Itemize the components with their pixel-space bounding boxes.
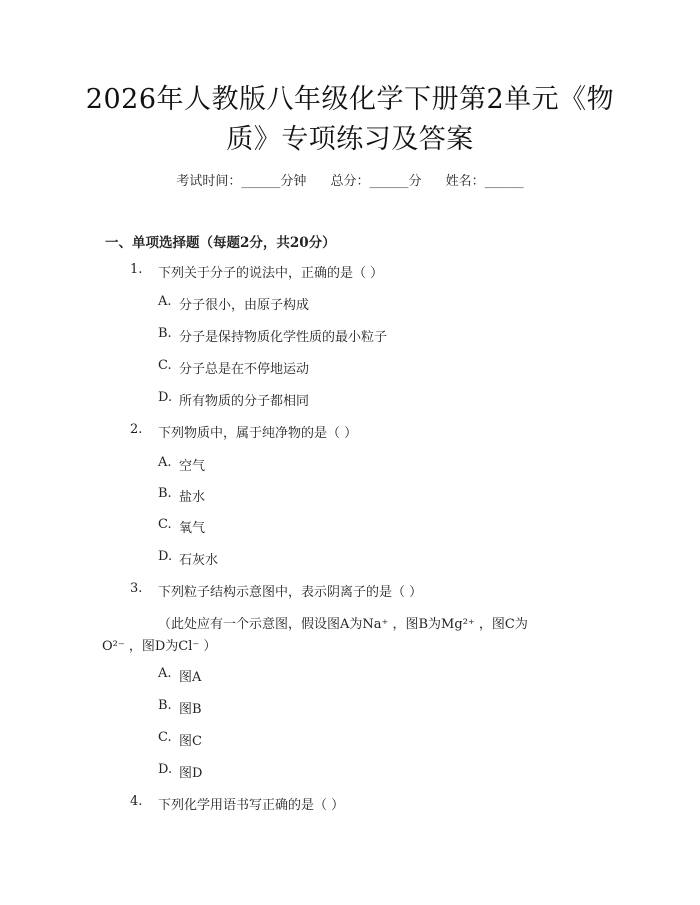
question-1-option-d [158,390,310,409]
question-number: 2. [130,422,143,437]
question-text: 下列物质中，属于纯净物的是（ ） [158,426,358,441]
question-2-option-a [158,455,206,474]
option-text: 图B [179,702,202,717]
option-letter: D. [158,762,173,777]
question-3 [130,581,423,600]
student-name: 姓名：______ [445,174,524,189]
option-letter: C. [158,358,172,373]
option-letter: D. [158,390,173,405]
exam-score: 总分：______分 [330,174,422,189]
option-text: 分子是保持物质化学性质的最小粒子 [179,330,388,345]
question-number: 1. [130,262,143,277]
section-heading: 一、单项选择题（每题2分，共20分） [105,235,336,251]
question-1 [130,262,384,281]
exam-time: 考试时间：______分钟 [176,174,307,189]
question-text: 下列粒子结构示意图中，表示阴离子的是（ ） [158,585,423,600]
question-3-option-a [158,666,202,685]
option-text: 所有物质的分子都相同 [179,394,310,409]
option-text: 图C [179,734,202,749]
question-3-note-line-1: （此处应有一个示意图，假设图A为Na⁺ ，图B为Mg²⁺ ，图C为 [158,617,528,632]
question-number: 3. [130,581,143,596]
question-3-option-b [158,698,202,717]
option-letter: B. [158,698,172,713]
option-letter: B. [158,486,172,501]
option-letter: A. [158,294,172,309]
option-letter: D. [158,549,173,564]
option-text: 盐水 [179,490,206,505]
option-text: 图A [179,670,202,685]
option-letter: C. [158,730,172,745]
question-number: 4. [130,794,143,809]
exam-meta [0,170,700,189]
question-2-option-b [158,486,206,505]
option-letter: B. [158,326,172,341]
question-1-option-a [158,294,310,313]
option-text: 图D [179,766,203,781]
question-2 [130,422,358,441]
question-3-option-d [158,762,203,781]
question-2-option-c [158,517,206,536]
document-title-line-1: 2026年人教版八年级化学下册第2单元《物 [85,84,615,115]
document-title-line-2: 质》专项练习及答案 [226,124,474,155]
question-2-option-d [158,549,219,568]
option-text: 空气 [179,459,206,474]
question-text: 下列关于分子的说法中，正确的是（ ） [158,266,384,281]
option-text: 石灰水 [179,553,219,568]
option-text: 分子总是在不停地运动 [179,362,310,377]
question-3-option-c [158,730,202,749]
option-text: 氧气 [179,521,206,536]
question-1-option-b [158,326,388,345]
question-4 [130,794,345,813]
option-letter: A. [158,455,172,470]
question-text: 下列化学用语书写正确的是（ ） [158,798,345,813]
option-text: 分子很小，由原子构成 [179,298,310,313]
option-letter: C. [158,517,172,532]
question-1-option-c [158,358,310,377]
option-letter: A. [158,666,172,681]
question-3-note-line-2: O²⁻ ，图D为Cl⁻ ） [102,639,217,654]
